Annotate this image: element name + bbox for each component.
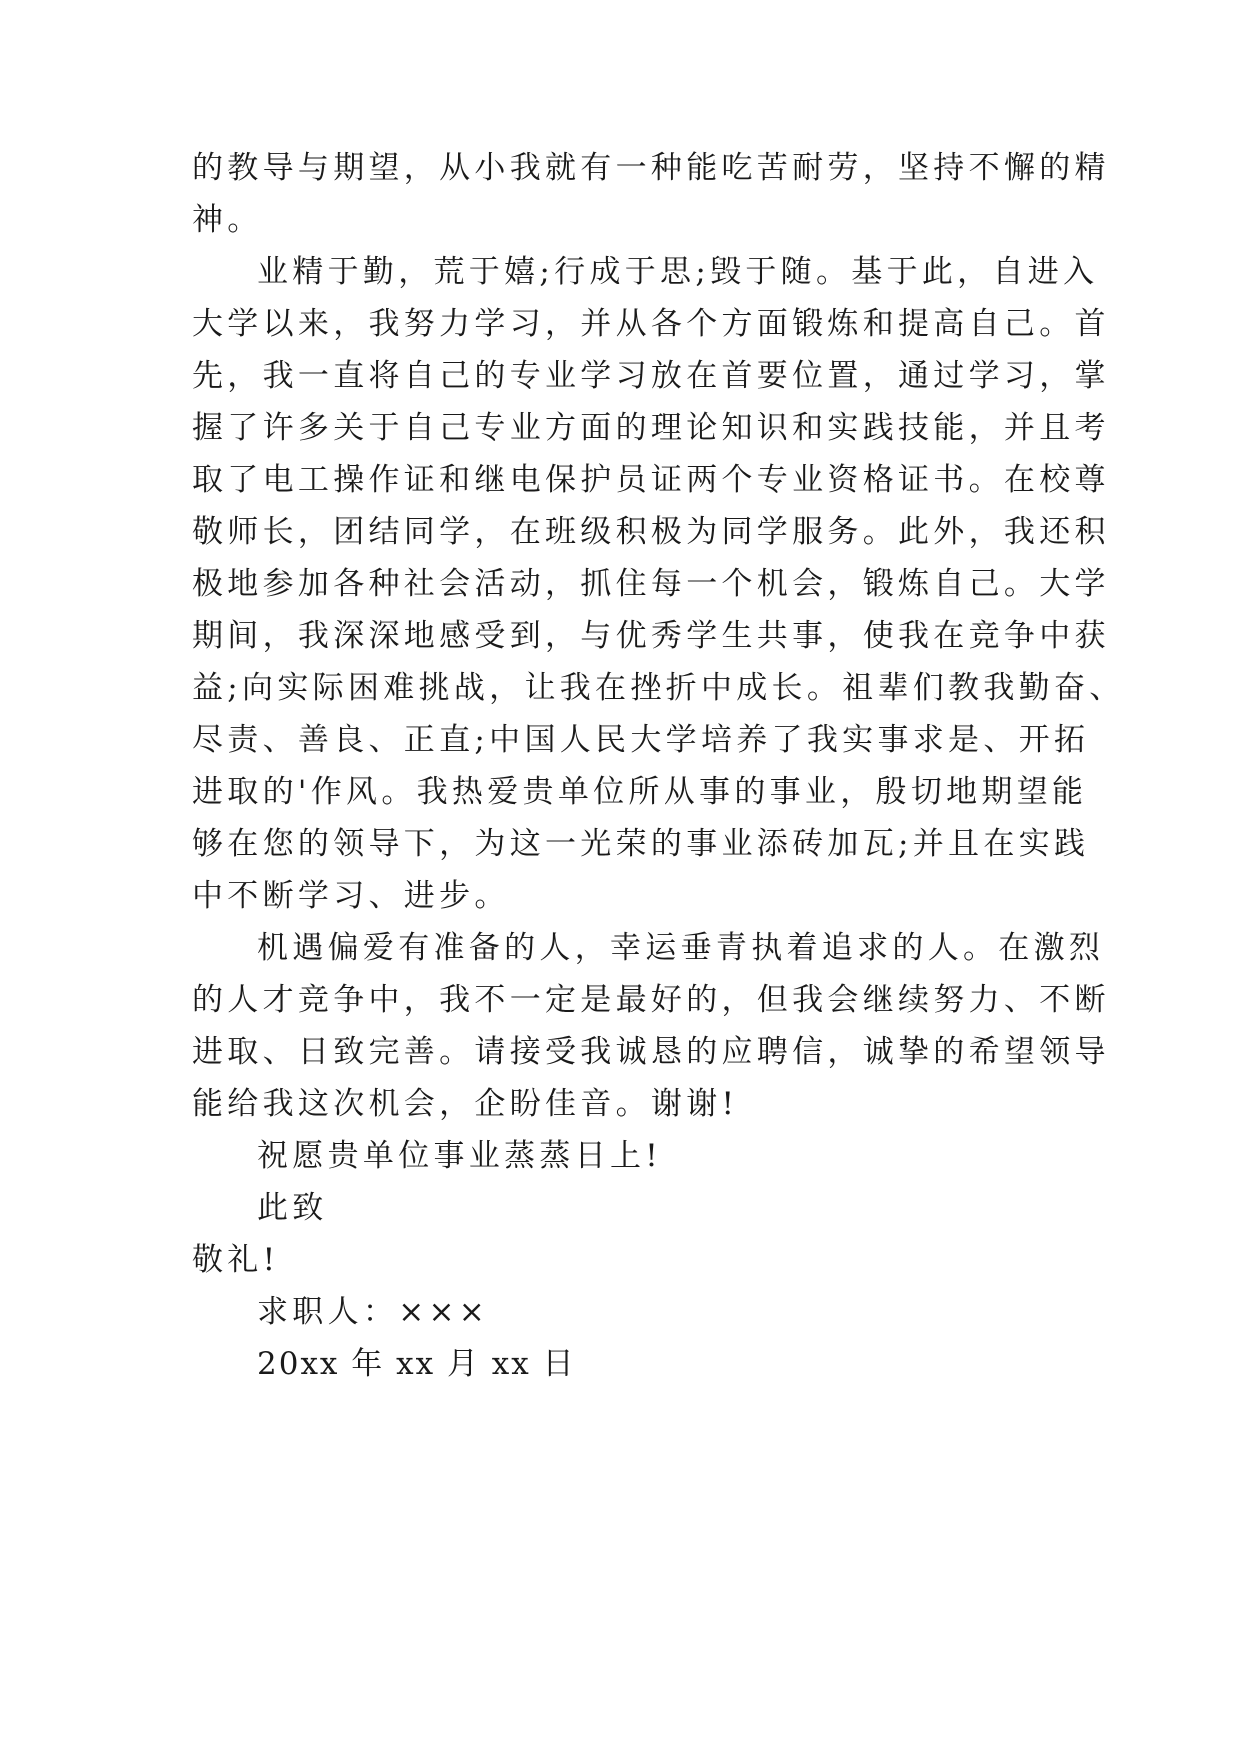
paragraph-line: 期间，我深深地感受到，与优秀学生共事，使我在竞争中获 — [192, 618, 1110, 654]
letter-date: 20xx 年 xx 月 xx 日 — [257, 1346, 576, 1382]
paragraph-line: 尽责、善良、正直;中国人民大学培养了我实事求是、开拓 — [192, 722, 1090, 758]
paragraph-line: 进取的'作风。我热爱贵单位所从事的事业，殷切地期望能 — [192, 774, 1088, 810]
salutation-ci-zhi: 此致 — [257, 1190, 328, 1226]
paragraph-line: 机遇偏爱有准备的人，幸运垂青执着追求的人。在激烈 — [257, 930, 1105, 966]
paragraph-line: 取了电工操作证和继电保护员证两个专业资格证书。在校尊 — [192, 462, 1110, 498]
paragraph-line: 大学以来，我努力学习，并从各个方面锻炼和提高自己。首 — [192, 306, 1110, 342]
paragraph-line: 神。 — [192, 202, 263, 238]
paragraph-line: 够在您的领导下，为这一光荣的事业添砖加瓦;并且在实践 — [192, 826, 1090, 862]
paragraph-line: 进取、日致完善。请接受我诚恳的应聘信，诚挚的希望领导 — [192, 1034, 1110, 1070]
paragraph-line: 业精于勤，荒于嬉;行成于思;毁于随。基于此，自进入 — [257, 254, 1099, 290]
paragraph-line: 极地参加各种社会活动，抓住每一个机会，锻炼自己。大学 — [192, 566, 1110, 602]
paragraph-line: 益;向实际困难挑战，让我在挫折中成长。祖辈们教我勤奋、 — [192, 670, 1125, 706]
paragraph-line: 的人才竞争中，我不一定是最好的，但我会继续努力、不断 — [192, 982, 1110, 1018]
applicant-signature: 求职人：××× — [257, 1294, 490, 1330]
paragraph-line: 能给我这次机会，企盼佳音。谢谢! — [192, 1086, 739, 1122]
paragraph-line: 先，我一直将自己的专业学习放在首要位置，通过学习，掌 — [192, 358, 1110, 394]
paragraph-line: 敬师长，团结同学，在班级积极为同学服务。此外，我还积 — [192, 514, 1110, 550]
paragraph-line: 的教导与期望，从小我就有一种能吃苦耐劳，坚持不懈的精 — [192, 150, 1110, 186]
salutation-jing-li: 敬礼! — [192, 1242, 280, 1278]
paragraph-line: 握了许多关于自己专业方面的理论知识和实践技能，并且考 — [192, 410, 1110, 446]
closing-wish: 祝愿贵单位事业蒸蒸日上! — [257, 1138, 663, 1174]
paragraph-line: 中不断学习、进步。 — [192, 878, 510, 914]
